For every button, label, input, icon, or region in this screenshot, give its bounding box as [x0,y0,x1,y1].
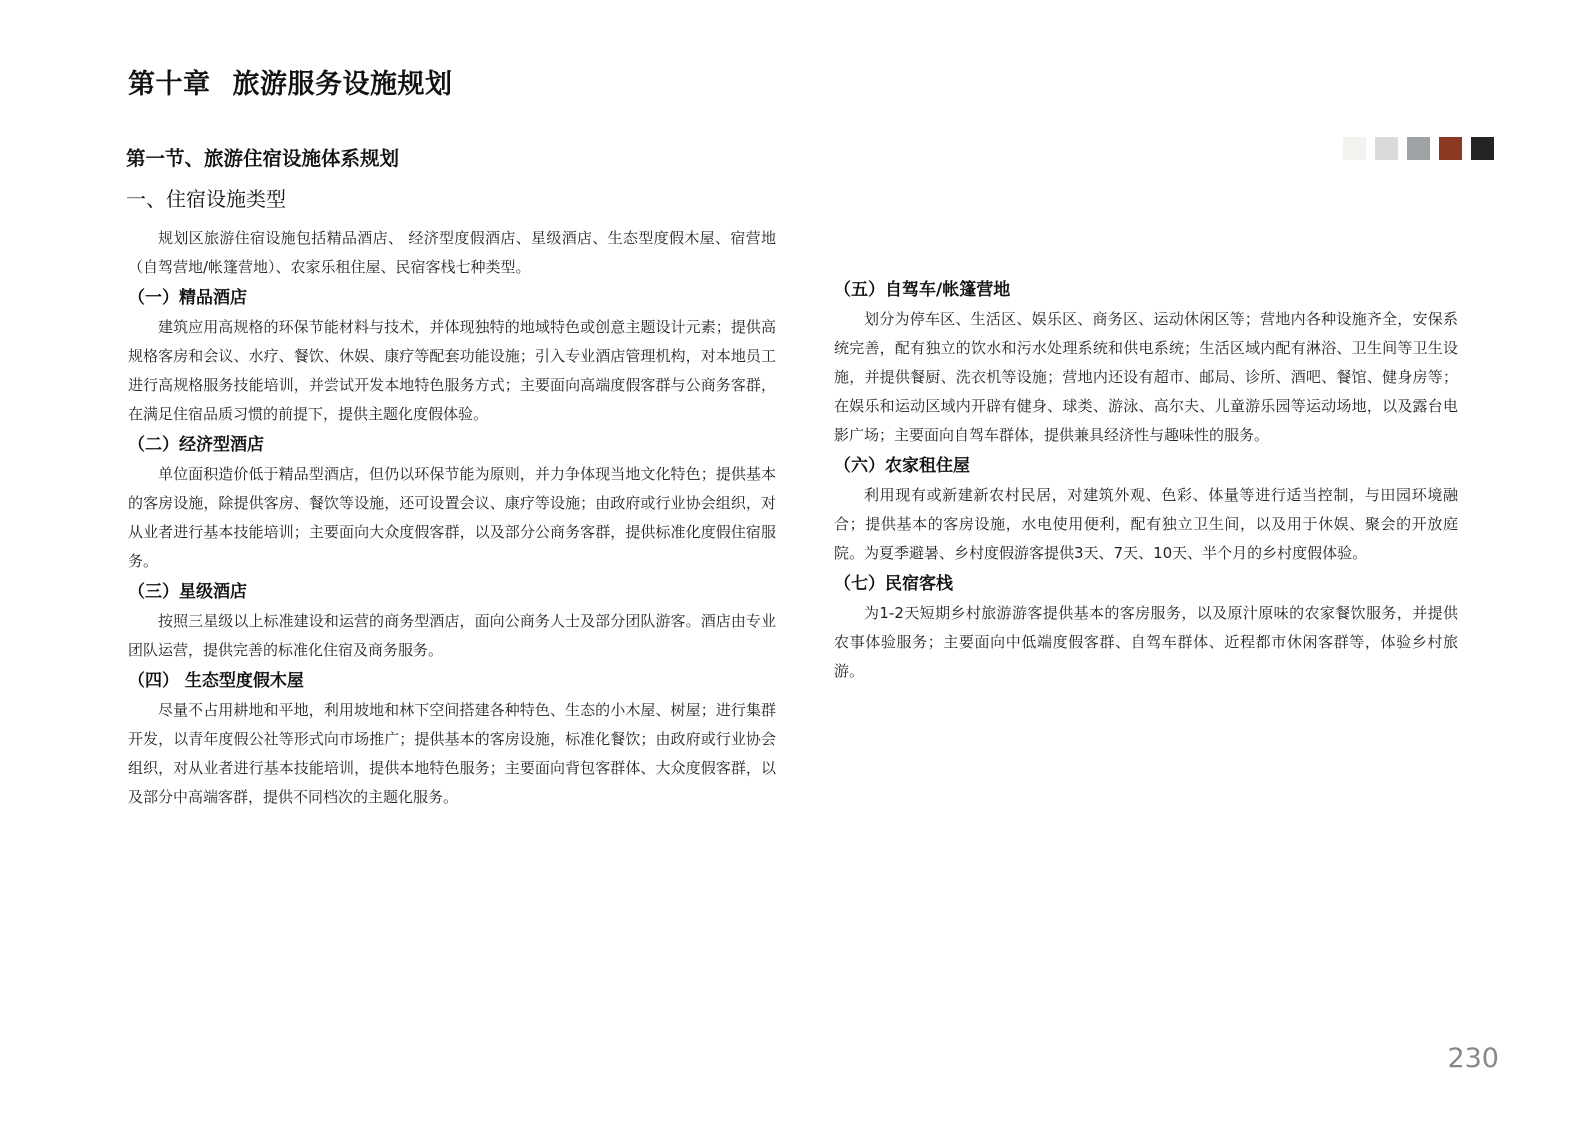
item-body-economy-hotel: 单位面积造价低于精品型酒店，但仍以环保节能为原则，并力争体现当地文化特色；提供基本的客房设施，除提供客房、餐饮等设施，还可设置会议、康疗等设施；由政府或行业协会组织，对从业者进行基本技能培训；主要面向大众度假客群，以及部分公商务客群，提供标准化度假住宿服务。 [128,465,776,570]
item-heading-boutique-hotel: （一）精品酒店 [128,288,247,308]
item-body-campsite: 划分为停车区、生活区、娱乐区、商务区、运动休闲区等；营地内各种设施齐全，安保系统完善，配有独立的饮水和污水处理系统和供电系统；生活区域内配有淋浴、卫生间等卫生设施，并提供餐厨、洗衣机等设施；营地内还设有超市、邮局、诊所、酒吧、餐馆、健身房等；在娱乐和运动区域内开辟有健身、球类、游泳、高尔夫、儿童游乐园等运动场地，以及露台电影广场；主要面向自驾车群体，提供兼具经济性与趣味性的服务。 [834,310,1458,444]
item-body-farm-stay: 利用现有或新建新农村民居，对建筑外观、色彩、体量等进行适当控制，与田园环境融合；提供基本的客房设施，水电使用便利，配有独立卫生间，以及用于休娱、聚会的开放庭院。为夏季避暑、乡村度假游客提供3天、7天、10天、半个月的乡村度假体验。 [834,486,1458,562]
color-swatch [1343,137,1366,160]
chapter-name: 旅游服务设施规划 [232,69,453,100]
section-title: 第一节、旅游住宿设施体系规划 [126,147,400,170]
color-swatch [1471,137,1494,160]
color-swatch [1375,137,1398,160]
item-heading-campsite: （五）自驾车/帐篷营地 [834,280,1011,300]
item-body-star-hotel: 按照三星级以上标准建设和运营的商务型酒店，面向公商务人士及部分团队游客。酒店由专业团队运营，提供完善的标准化住宿及商务服务。 [128,612,776,659]
item-heading-eco-cabin: （四） 生态型度假木屋 [128,671,304,691]
chapter-prefix: 第十章 [128,69,211,100]
color-swatch [1407,137,1430,160]
item-heading-economy-hotel: （二）经济型酒店 [128,435,264,455]
item-heading-farm-stay: （六）农家租住屋 [834,456,970,476]
item-heading-guesthouse: （七）民宿客栈 [834,574,953,594]
item-heading-star-hotel: （三）星级酒店 [128,582,247,602]
item-body-boutique-hotel: 建筑应用高规格的环保节能材料与技术，并体现独特的地域特色或创意主题设计元素；提供高规格客房和会议、水疗、餐饮、休娱、康疗等配套功能设施；引入专业酒店管理机构，对本地员工进行高规格服务技能培训，并尝试开发本地特色服务方式；主要面向高端度假客群与公商务客群，在满足住宿品质习惯的前提下，提供主题化度假体验。 [128,318,776,423]
chapter-title [128,62,453,101]
intro-paragraph: 规划区旅游住宿设施包括精品酒店、 经济型度假酒店、星级酒店、生态型度假木屋、宿营地（自驾营地/帐篷营地）、农家乐租住屋、民宿客栈七种类型。 [128,229,776,276]
right-column [834,274,1458,686]
page-number: 230 [1447,1043,1499,1074]
color-swatch-strip [1343,137,1494,160]
subsection-title: 一、住宿设施类型 [126,187,286,211]
item-body-eco-cabin: 尽量不占用耕地和平地，利用坡地和林下空间搭建各种特色、生态的小木屋、树屋；进行集群开发，以青年度假公社等形式向市场推广；提供基本的客房设施，标准化餐饮；由政府或行业协会组织，对从业者进行基本技能培训，提供本地特色服务；主要面向背包客群体、大众度假客群，以及部分中高端客群，提供不同档次的主题化服务。 [128,701,776,806]
item-body-guesthouse: 为1-2天短期乡村旅游游客提供基本的客房服务，以及原汁原味的农家餐饮服务，并提供农事体验服务；主要面向中低端度假客群、自驾车群体、近程都市休闲客群等，体验乡村旅游。 [834,604,1458,680]
color-swatch [1439,137,1462,160]
left-column [128,224,776,812]
